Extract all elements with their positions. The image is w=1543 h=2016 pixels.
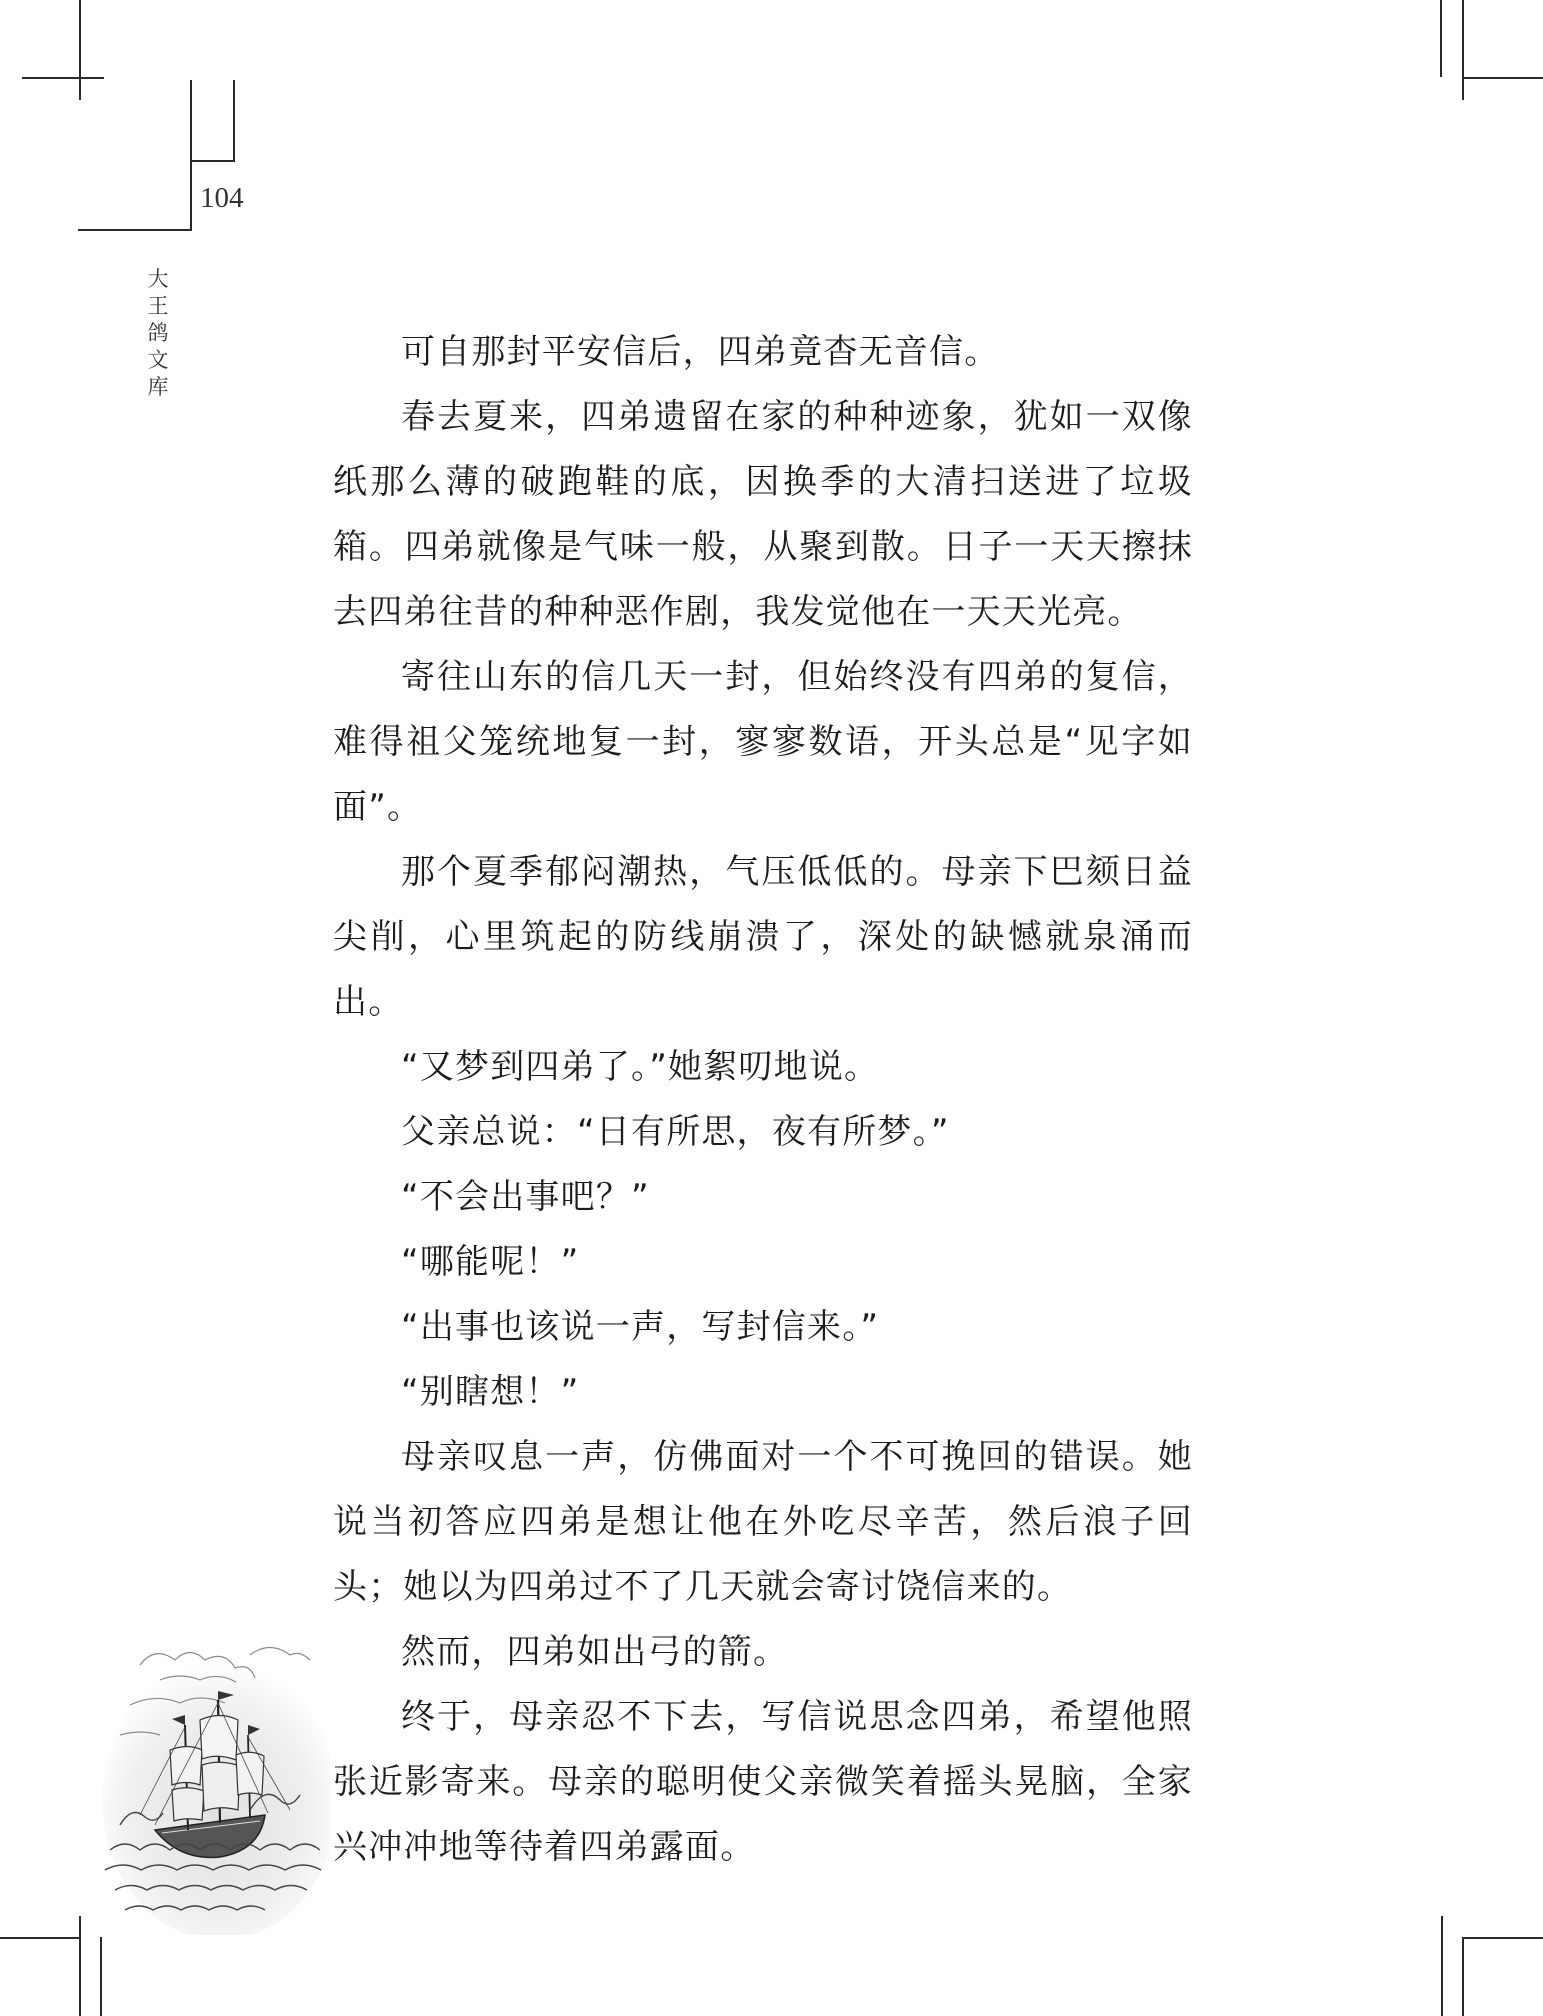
ship-illustration bbox=[100, 1625, 330, 1935]
paragraph: “不会出事吧？” bbox=[401, 1177, 650, 1217]
paragraph: 父亲总说：“日有所思，夜有所梦。” bbox=[401, 1112, 950, 1152]
paragraph: 然而，四弟如出弓的箭。 bbox=[401, 1632, 789, 1672]
paragraph: “别瞎想！” bbox=[401, 1372, 580, 1412]
page-number: 104 bbox=[200, 182, 244, 214]
paragraph: 寄往山东的信几天一封，但始终没有四弟的复信，难得祖父笼统地复一封，寥寥数语，开头总是“见字如面”。 bbox=[333, 657, 1193, 827]
paragraph: 可自那封平安信后，四弟竟杳无音信。 bbox=[401, 332, 1000, 372]
paragraph: “又梦到四弟了。”她絮叨地说。 bbox=[401, 1047, 880, 1087]
paragraph: 那个夏季郁闷潮热，气压低低的。母亲下巴颏日益尖削，心里筑起的防线崩溃了，深处的缺憾就泉涌而出。 bbox=[333, 852, 1193, 1022]
paragraph: “出事也该说一声，写封信来。” bbox=[401, 1307, 880, 1347]
paragraph: 终于，母亲忍不下去，写信说思念四弟，希望他照张近影寄来。母亲的聪明使父亲微笑着摇头晃脑，全家兴冲冲地等待着四弟露面。 bbox=[333, 1697, 1193, 1867]
paragraph: “哪能呢！” bbox=[401, 1242, 580, 1282]
series-title: 大王鸽文库 bbox=[147, 267, 169, 399]
paragraph: 母亲叹息一声，仿佛面对一个不可挽回的错误。她说当初答应四弟是想让他在外吃尽辛苦，然后浪子回头；她以为四弟过不了几天就会寄讨饶信来的。 bbox=[333, 1437, 1193, 1607]
body-text bbox=[333, 320, 1193, 1880]
paragraph: 春去夏来，四弟遗留在家的种种迹象，犹如一双像纸那么薄的破跑鞋的底，因换季的大清扫送进了垃圾箱。四弟就像是气味一般，从聚到散。日子一天天擦抹去四弟往昔的种种恶作剧，我发觉他在一天天光亮。 bbox=[333, 397, 1193, 632]
